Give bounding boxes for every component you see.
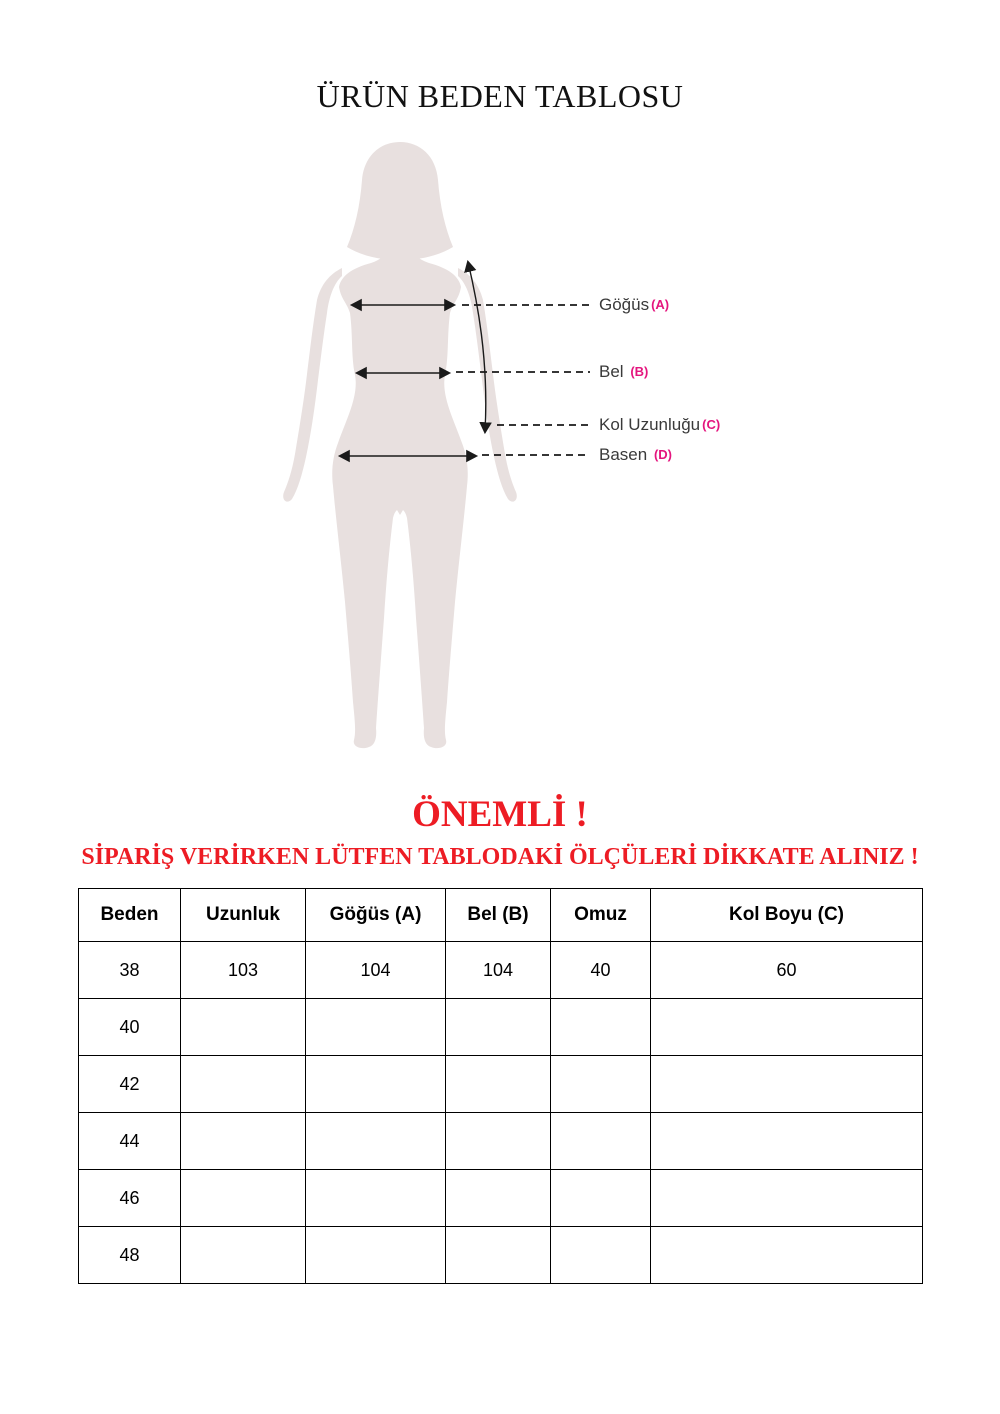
size-cell <box>181 1056 306 1113</box>
size-cell <box>446 1113 551 1170</box>
size-table-header-row <box>79 889 923 942</box>
size-cell <box>446 999 551 1056</box>
size-row <box>79 1170 923 1227</box>
col-header-uzunluk: Uzunluk <box>181 889 306 942</box>
size-cell <box>181 1113 306 1170</box>
size-cell <box>551 999 651 1056</box>
size-cell <box>306 1113 446 1170</box>
size-cell: 60 <box>651 942 923 999</box>
size-cell: 104 <box>446 942 551 999</box>
size-cell <box>551 1113 651 1170</box>
measurement-code: (B) <box>630 364 649 379</box>
size-cell <box>181 1227 306 1284</box>
size-row <box>79 942 923 999</box>
measurement-code: (D) <box>653 447 672 462</box>
page-title: ÜRÜN BEDEN TABLOSU <box>316 78 684 114</box>
measurement-label-basen <box>599 446 672 464</box>
order-warning-text: SİPARİŞ VERİRKEN LÜTFEN TABLODAKİ ÖLÇÜLERİ DİKKATE ALINIZ ! <box>81 844 919 870</box>
size-cell <box>306 1056 446 1113</box>
measurement-code: (C) <box>702 417 721 432</box>
col-header-omuz: Omuz <box>551 889 651 942</box>
measurement-name: Bel <box>599 362 624 381</box>
measurement-label-gogus <box>599 296 669 314</box>
size-cell <box>651 999 923 1056</box>
size-row-label: 44 <box>79 1113 181 1170</box>
size-cell <box>306 1227 446 1284</box>
size-row-label: 38 <box>79 942 181 999</box>
size-row <box>79 1113 923 1170</box>
size-cell <box>651 1170 923 1227</box>
size-cell <box>446 1170 551 1227</box>
size-table <box>78 888 923 1284</box>
silhouette-body <box>332 239 468 749</box>
col-header-beden: Beden <box>79 889 181 942</box>
size-cell <box>651 1227 923 1284</box>
size-cell <box>446 1056 551 1113</box>
size-cell <box>551 1170 651 1227</box>
size-cell <box>181 999 306 1056</box>
measurement-name: Basen <box>599 445 648 464</box>
size-cell: 40 <box>551 942 651 999</box>
measurement-code: (A) <box>651 297 670 312</box>
size-row-label: 40 <box>79 999 181 1056</box>
size-row <box>79 999 923 1056</box>
measurement-label-bel <box>599 363 648 381</box>
size-cell <box>551 1227 651 1284</box>
size-cell <box>651 1056 923 1113</box>
col-header-kol-boyu: Kol Boyu (C) <box>651 889 923 942</box>
size-cell <box>181 1170 306 1227</box>
measurement-name: Kol Uzunluğu <box>599 415 701 434</box>
size-cell <box>306 999 446 1056</box>
col-header-bel: Bel (B) <box>446 889 551 942</box>
measurement-label-kol-uzunlugu <box>599 416 720 434</box>
size-row <box>79 1056 923 1113</box>
size-cell <box>446 1227 551 1284</box>
size-row-label: 46 <box>79 1170 181 1227</box>
size-cell <box>306 1170 446 1227</box>
size-cell <box>551 1056 651 1113</box>
size-cell: 104 <box>306 942 446 999</box>
measurement-name: Göğüs <box>599 295 650 314</box>
size-cell <box>651 1113 923 1170</box>
size-row-label: 42 <box>79 1056 181 1113</box>
size-row-label: 48 <box>79 1227 181 1284</box>
size-cell: 103 <box>181 942 306 999</box>
size-row <box>79 1227 923 1284</box>
important-heading: ÖNEMLİ ! <box>412 794 588 835</box>
col-header-gogus: Göğüs (A) <box>306 889 446 942</box>
